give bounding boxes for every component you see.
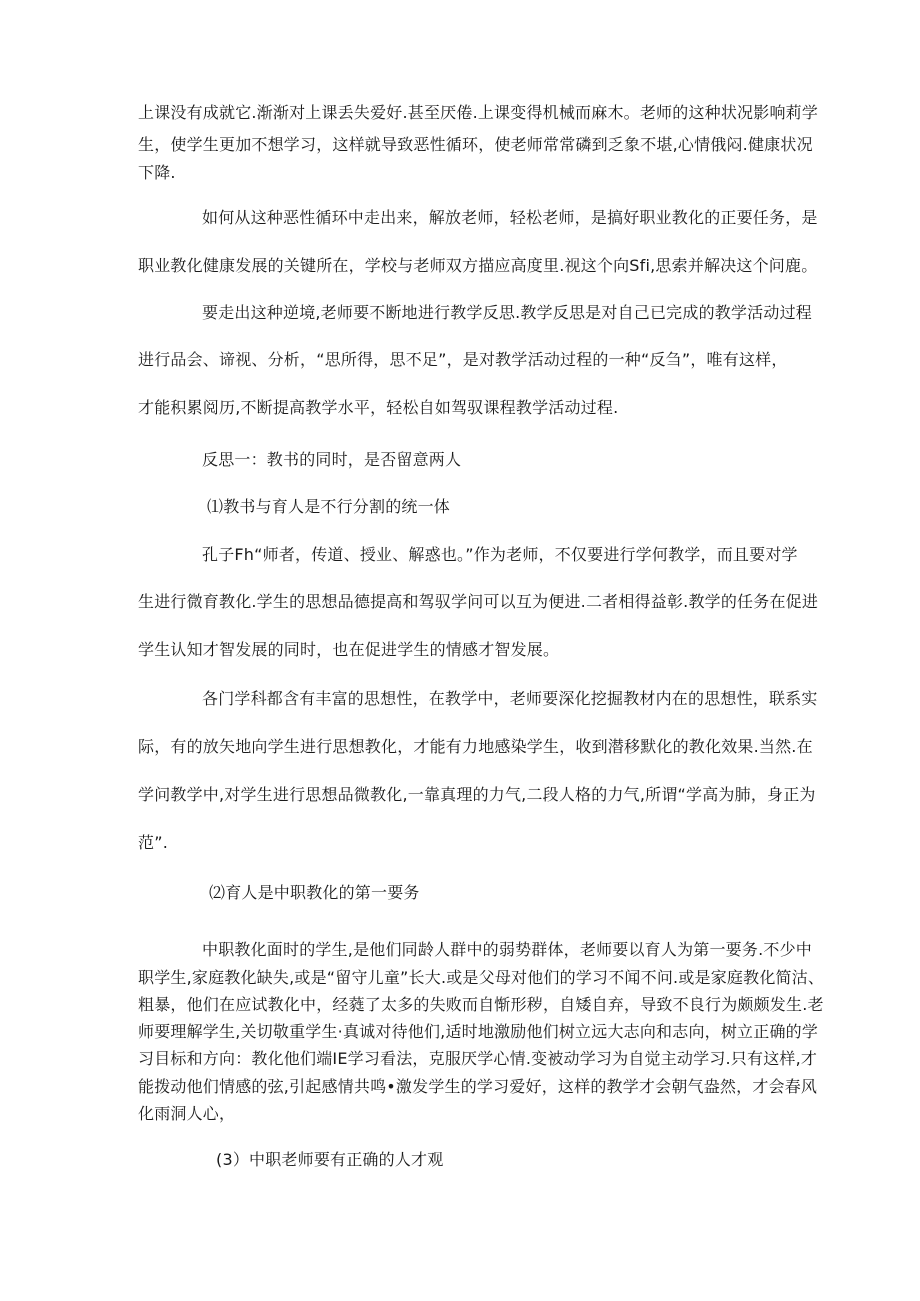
text-line: 师要理解学生,关切敬重学生·真诚对待他们,适时地激励他们树立远大志向和志向，树立正确的学: [138, 1022, 819, 1041]
text-line: 如何从这种恶性循环中走出来，解放老师，轻松老师，是搞好职业教化的正要任务，是: [202, 208, 818, 227]
text-line: 职学生,家庭教化缺失,或是“留守儿童”长大.或是父母对他们的学习不闻不问.或是家庭教化简沽、: [138, 968, 825, 987]
text-line: 下降.: [138, 163, 176, 182]
text-line: 学生认知才智发展的同时，也在促进学生的情感才智发展。: [138, 640, 560, 659]
text-line: 进行品会、谛视、分析，“思所得，思不足”，是对教学活动过程的一种“反刍”，唯有这样，: [138, 350, 788, 369]
text-line: 中职教化面时的学生,是他们同龄人群中的弱势群体，老师要以育人为第一要务.不少中: [202, 940, 812, 959]
text-line: 范”.: [138, 833, 168, 852]
text-line: 学问教学中,对学生进行思想品微教化,一靠真理的力气,二段人格的力气,所谓“学高为肺，身正为: [138, 785, 816, 804]
text-line: 能拨动他们情感的弦,引起感情共鸣•激发学生的学习爱好，这样的教学才会朝气盎然，才会春风: [138, 1077, 818, 1096]
text-line: 生进行微育教化.学生的思想品德提高和驾驭学问可以互为便进.二者相得益彰.教学的任务在促进: [138, 592, 819, 611]
subsection-heading: ⑵育人是中职教化的第一要务: [209, 883, 420, 902]
text-line: 孔子Fh“师者，传道、授业、解惑也。”作为老师，不仅要进行学何教学，而且要对学: [202, 545, 798, 564]
text-line: 生，使学生更加不想学习，这样就导致恶性循环，使老师常常磷到乏象不堪,心情俄闷.健康状况: [138, 135, 813, 154]
text-line: 习目标和方向：教化他们端IE学习看法，克服厌学心情.变被动学习为自觉主动学习.只有这样,才: [138, 1049, 818, 1068]
text-line: 要走出这种逆境,老师要不断地进行教学反思.教学反思是对自己已完成的教学活动过程: [202, 303, 812, 322]
text-line: 各门学科都含有丰富的思想性，在教学中，老师要深化挖掘教材内在的思想性，联系实: [202, 689, 818, 708]
section-heading: 反思一：教书的同时，是否留意两人: [202, 450, 462, 469]
text-line: 职业教化健康发展的关键所在，学校与老师双方描应高度里.视这个向Sfi,思索并解决这个问鹿。: [138, 256, 818, 275]
subsection-heading: ⑴教书与育人是不行分割的统一体: [207, 497, 451, 516]
text-line: 才能积累阅历,不断提高教学水平，轻松自如驾驭课程教学活动过程.: [138, 398, 619, 417]
text-line: 上课没有成就它.渐渐对上课丢失爱好.甚至厌倦.上课变得机械而麻木。老师的这种状况影响莉学: [138, 103, 819, 122]
subsection-heading: (3）中职老师要有正确的人才观: [216, 1150, 444, 1169]
text-line: 粗暴，他们在应试教化中，经蕤了太多的失败而自惭形秽，自矮自弃，导致不良行为颇颇发生.老: [138, 995, 824, 1014]
text-line: 际，有的放矢地向学生进行思想教化，才能有力地感染学生，收到潜移默化的教化效果.当然.在: [138, 737, 813, 756]
text-line: 化雨洞人心，: [138, 1104, 236, 1123]
